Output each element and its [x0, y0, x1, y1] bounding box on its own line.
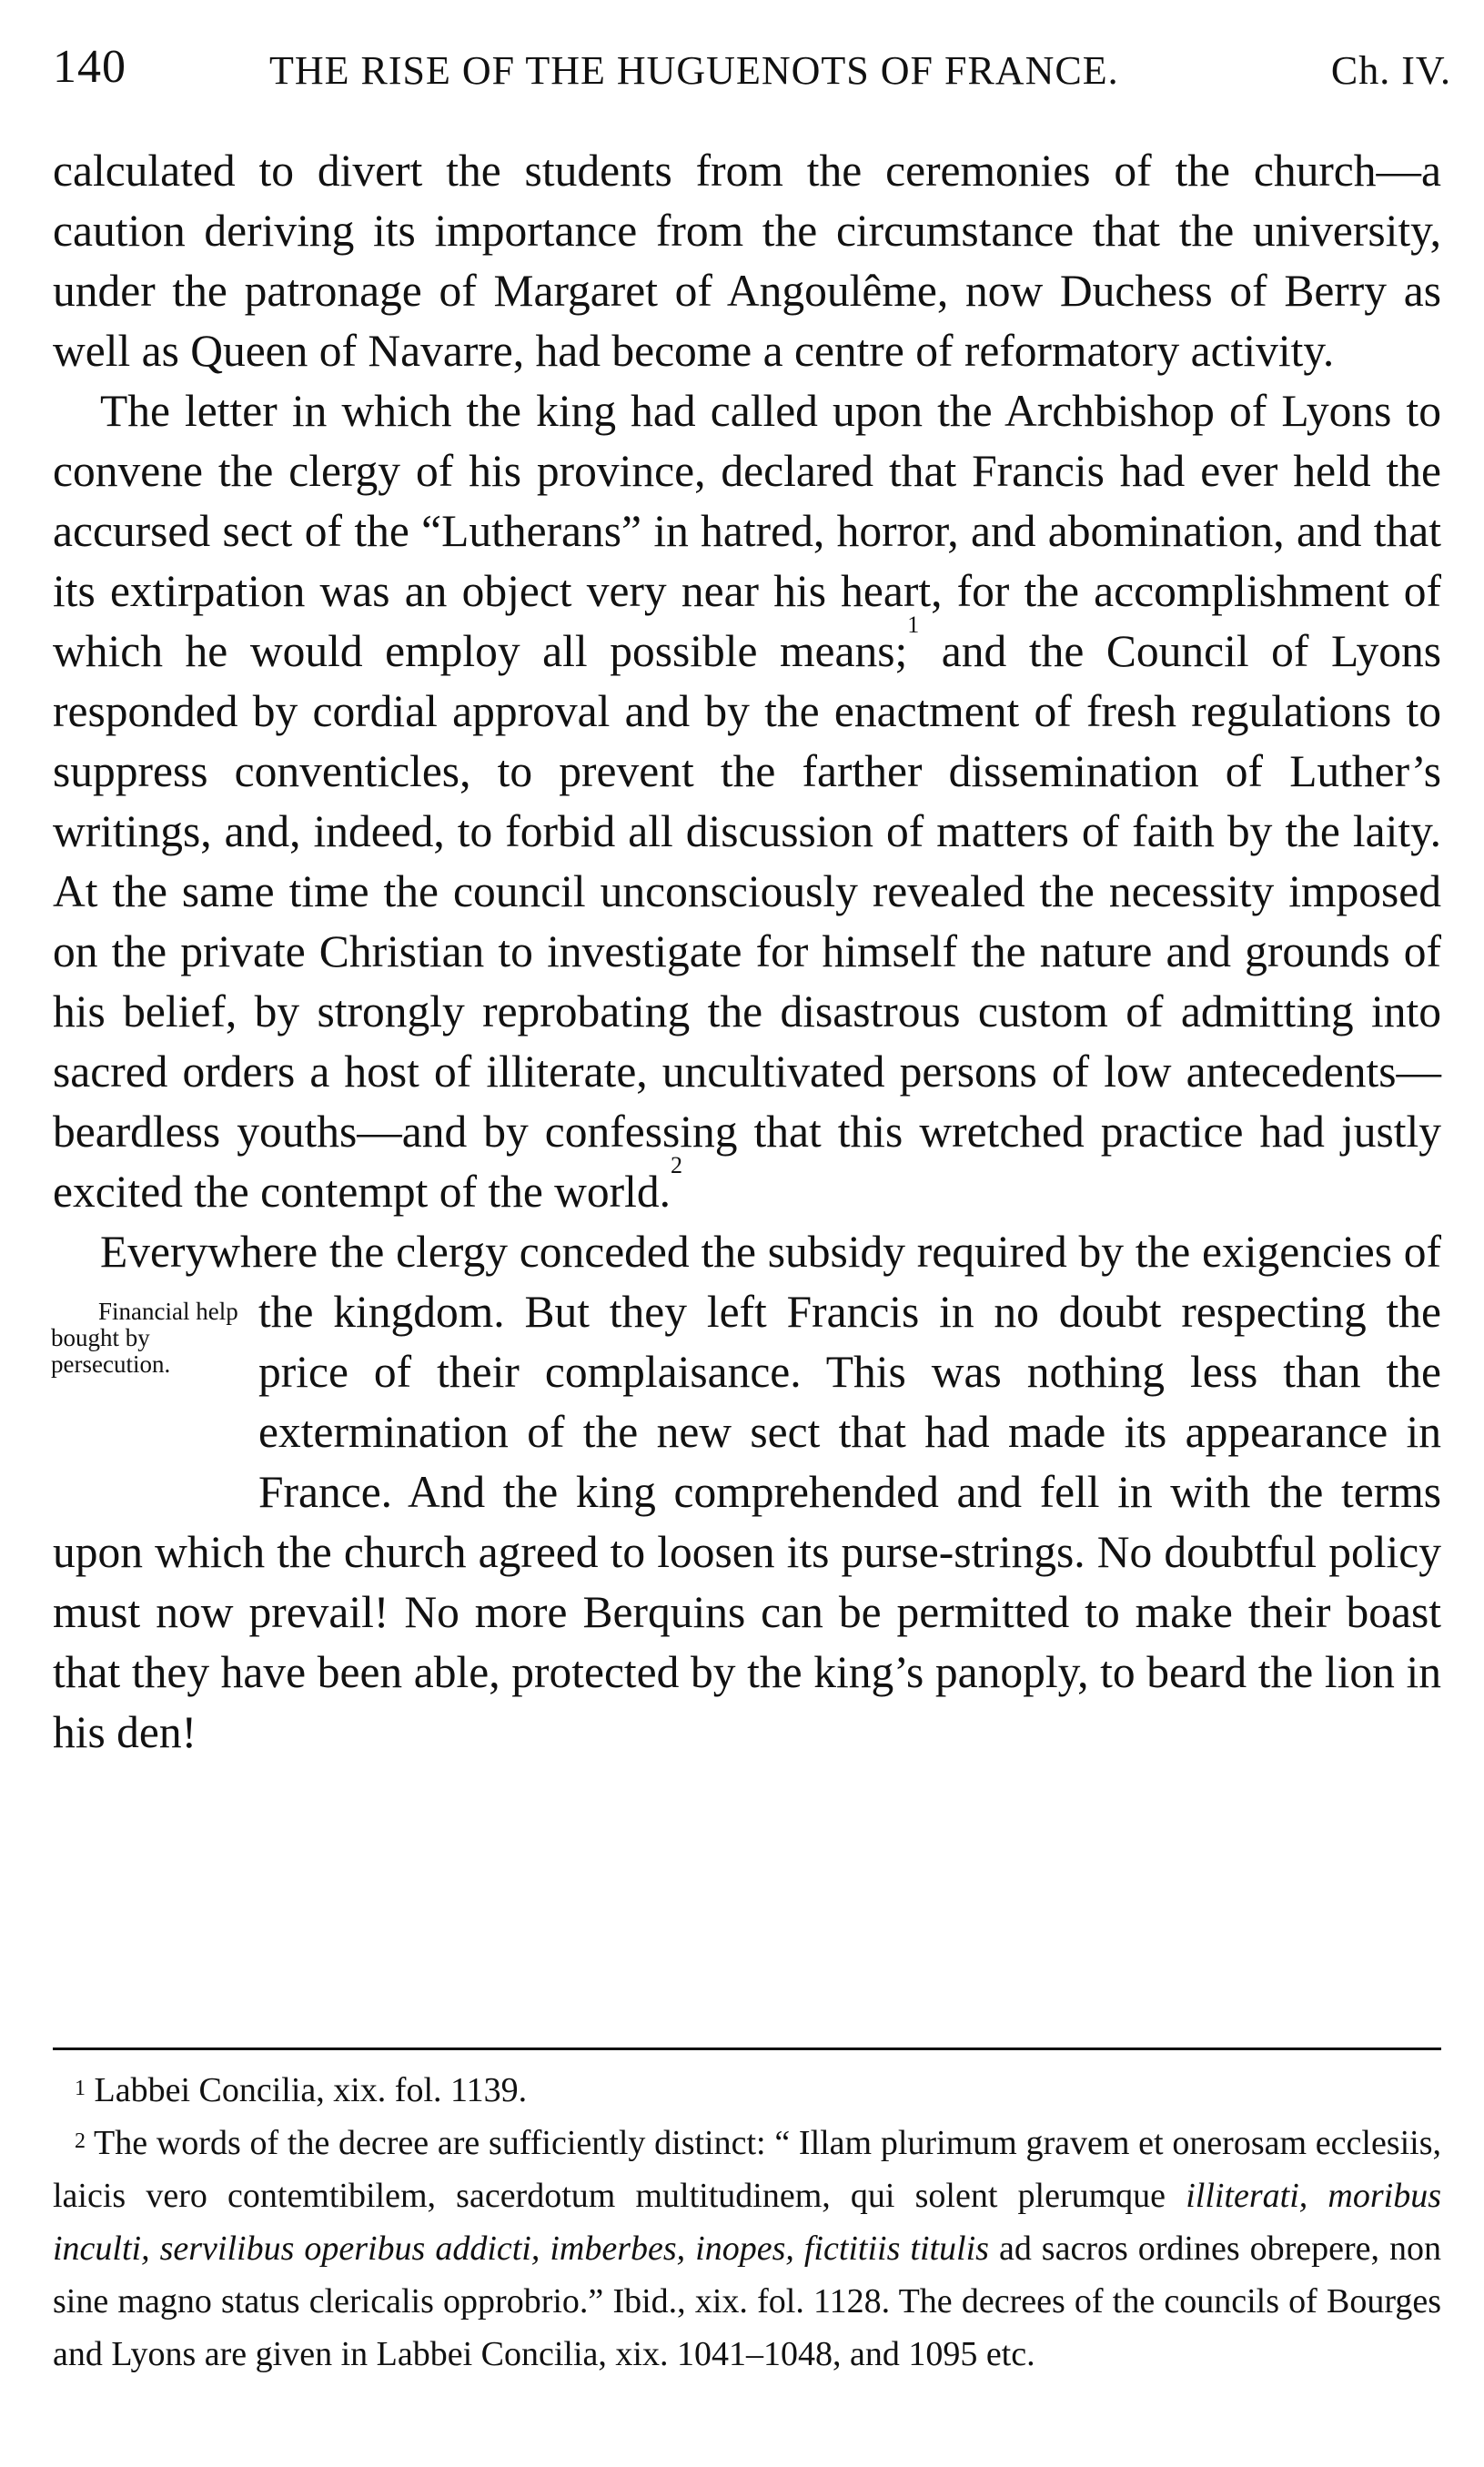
paragraph-3-part-a: Everywhere the clergy conceded the subsidy required by the exigencies of the kingdom. But they left Francis in no doubt	[100, 1227, 1441, 1337]
footnote-2	[53, 2117, 1441, 2381]
chapter-label: Ch. IV.	[1330, 48, 1451, 93]
body-text	[53, 141, 1441, 1763]
running-title: THE RISE OF THE HUGUENOTS OF FRANCE.	[269, 48, 1119, 93]
footnote-1-text: Labbei Concilia, xix. fol. 1139.	[86, 2071, 528, 2109]
footnote-ref-1: 1	[907, 612, 920, 638]
footnote-ref-2: 2	[671, 1152, 683, 1178]
footnote-divider	[53, 2047, 1441, 2050]
paragraph-2-part-a: The letter in which the king had called upon the Archbishop of Lyons to convene the clergy of his province, declared that Francis had ever held the accursed sect of the “Lutherans” in hatred, horror, and abomination, and that its extirpation was an object very near his heart, for the accomplishment of which he would employ all possible means;	[53, 386, 1441, 676]
footnote-2-text-b: ad sacros ordines obrepere, non sine magno status clericalis opprobrio.” Ibid., xix. fol. 1128. The decrees of the councils of Bourges and Lyons are given in Labbei Concilia, xix. 1041–1048, and 1095 etc.	[53, 2229, 1441, 2373]
paragraph-2-part-b: and the Council of Lyons responded by cordial approval and by the enactment of fresh regulations to suppress conventicles, to prevent the farther dissemination of Luther’s writings, and, indeed, to forbid all discussion of matters of faith by the laity. At the same time the council unconsciously revealed the necessity imposed on the private Christian to investigate for himself the nature and grounds of his belief, by strongly reprobating the disastrous custom of admitting into sacred orders a host of illiterate, uncultivated persons of low antecedents—beardless youths—and by confessing that this wretched practice had justly excited the contempt of the world.	[53, 626, 1441, 1217]
footnotes	[53, 2064, 1441, 2381]
page-header	[53, 40, 1451, 95]
margin-note: Financial help bought by persecution.	[51, 1298, 238, 1378]
page-number: 140	[53, 41, 126, 93]
paragraph-3	[53, 1222, 1441, 1763]
paragraph-3-part-b: respecting the price of their complaisance. This was nothing less than the extermination of the new sect that had made its appearance in France. And the king comprehended and fell in with the terms upon which the church agreed to loosen its purse-strings. No doubtful policy must now prevail! No more Berquins can be permitted to make their boast that they have been able, protected by the king’s panoply, to beard the lion in his den!	[53, 1287, 1442, 1757]
footnote-2-mark: 2	[75, 2129, 86, 2153]
paragraph-2	[53, 381, 1441, 1222]
footnote-1	[53, 2064, 1441, 2117]
footnote-2-latin: illiterati, moribus inculti, servilibus operibus addicti, imberbes, inopes, fictitiis titulis	[53, 2177, 1441, 2268]
footnote-2-text-a: The words of the decree are sufficiently distinct: “ Illam plurimum gravem et onerosam ecclesiis, laicis vero contemtibilem, sacerdotum multitudinem, qui solent plerumque	[53, 2124, 1441, 2215]
footnote-1-mark: 1	[75, 2077, 86, 2100]
paragraph-1: calculated to divert the students from the ceremonies of the church—a caution deriving its importance from the circumstance that the university, under the patronage of Margaret of Angoulême, now Duchess of Berry as well as Queen of Navarre, had become a centre of reformatory activity.	[53, 146, 1441, 376]
